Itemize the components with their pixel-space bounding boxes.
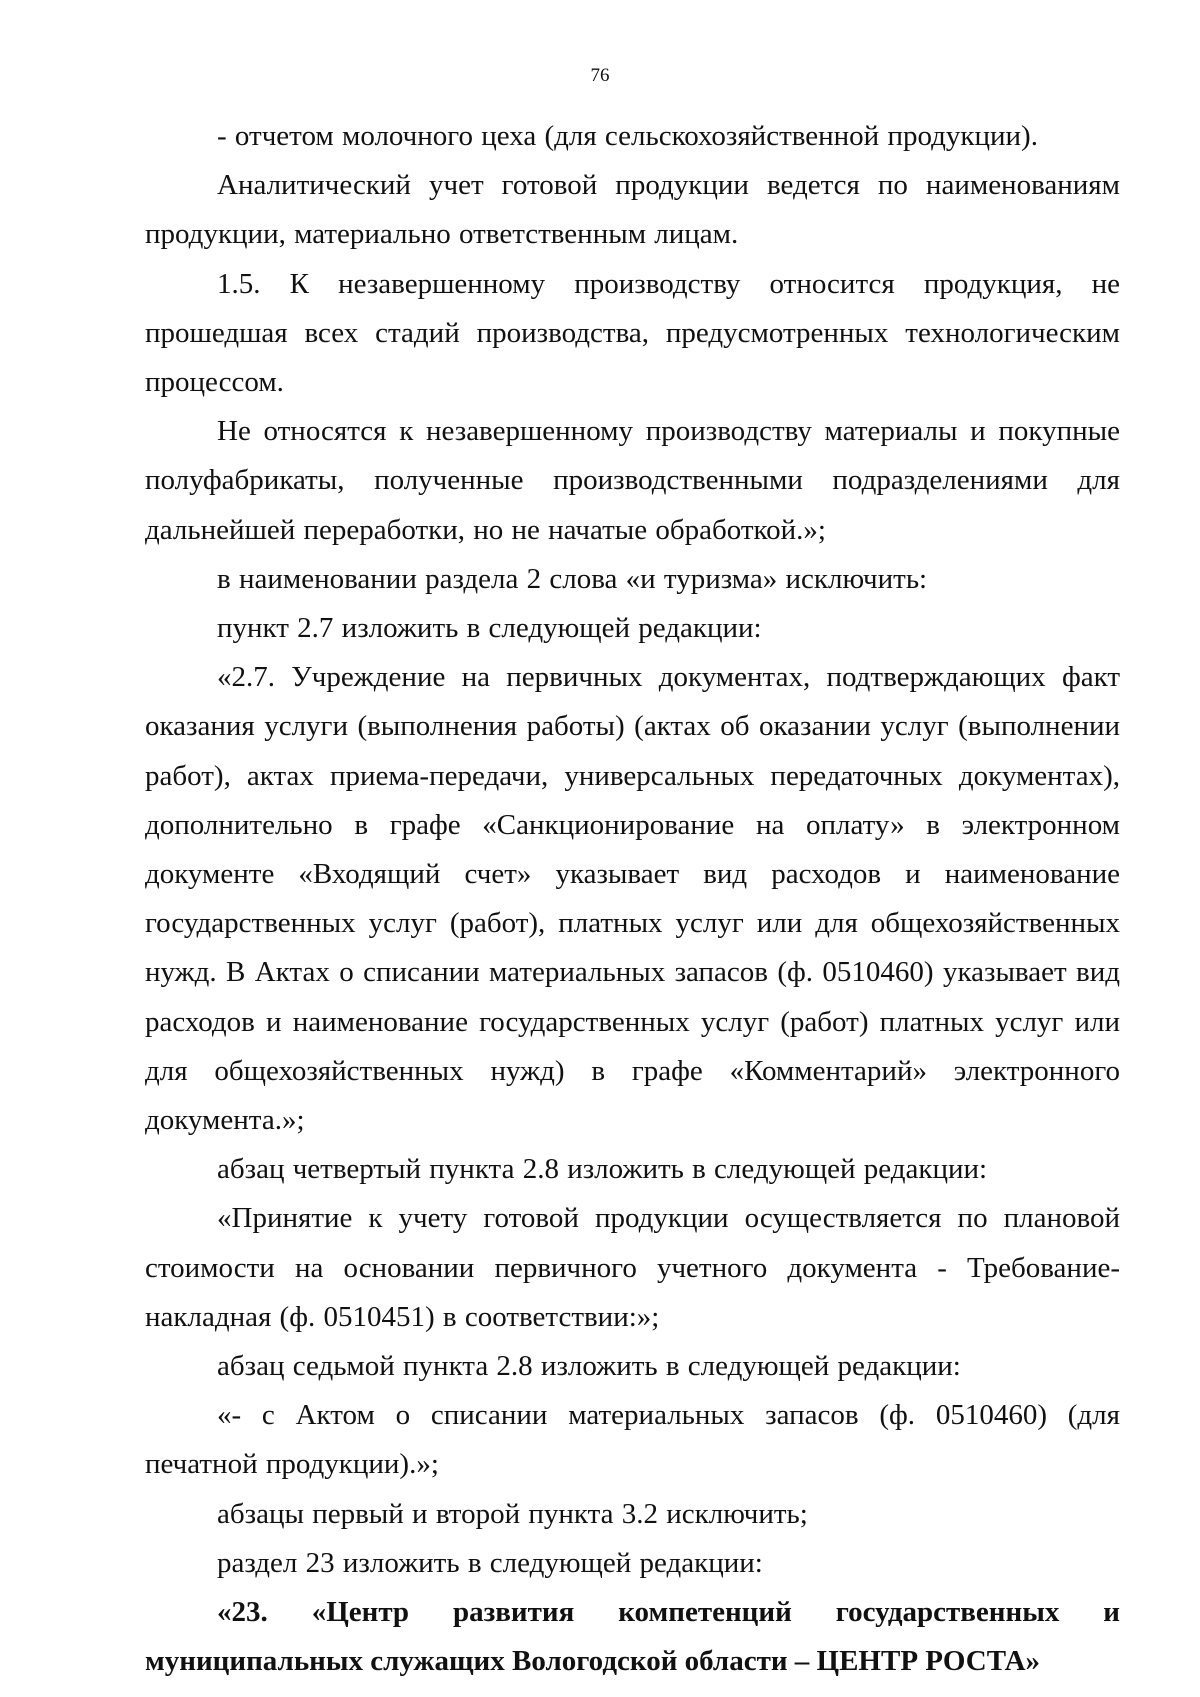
- section-23-heading-line2: муниципальных служащих Вологодской области – ЦЕНТР РОСТА»: [145, 1645, 1041, 1678]
- paragraph-analytic-accounting: Аналитический учет готовой продукции ведется по наименованиям продукции, материально ответственным лицам.: [145, 169, 1120, 251]
- paragraph-3-2: абзацы первый и второй пункта 3.2 исключить;: [217, 1497, 808, 1530]
- paragraph-section-2-title: в наименовании раздела 2 слова «и туризма» исключить:: [217, 562, 928, 595]
- paragraph-2-8-fourth: «Принятие к учету готовой продукции осуществляется по плановой стоимости на основании первичного учетного документа - Требование-накладная (ф. 0510451) в соответствии:»;: [145, 1202, 1120, 1333]
- paragraph-section-23-intro: раздел 23 изложить в следующей редакции:: [217, 1546, 763, 1579]
- paragraph-1-5: 1.5. К незавершенному производству относится продукция, не прошедшая всех стадий производства, предусмотренных технологическим процессом.: [145, 267, 1120, 399]
- document-body: [145, 112, 1120, 1687]
- section-23-heading: [145, 1588, 1120, 1686]
- paragraph-2-8-seventh: «- с Актом о списании материальных запасов (ф. 0510460) (для печатной продукции).»;: [145, 1399, 1120, 1481]
- paragraph-2-7: «2.7. Учреждение на первичных документах, подтверждающих факт оказания услуги (выполнения работы) (актах об оказании услуг (выполнении работ), актах приема-передачи, универсальных передаточных документах), дополнительно в графе «Санкционирование на оплату» в электронном документе «Входящий счет» указывает вид расходов и наименование государственных услуг (работ), платных услуг или для общехозяйственных нужд. В Актах о списании материальных запасов (ф. 0510460) указывает вид расходов и наименование государственных услуг (работ) платных услуг или для общехозяйственных нужд) в графе «Комментарий» электронного документа.»;: [145, 661, 1120, 1137]
- paragraph-not-wip: Не относятся к незавершенному производству материалы и покупные полуфабрикаты, полученные производственными подразделениями для дальнейшей переработки, но не начатые обработкой.»;: [145, 415, 1120, 546]
- paragraph-2-8-seventh-intro: абзац седьмой пункта 2.8 изложить в следующей редакции:: [217, 1350, 961, 1383]
- paragraph-point-2-7-intro: пункт 2.7 изложить в следующей редакции:: [217, 612, 762, 645]
- paragraph-2-8-fourth-intro: абзац четвертый пункта 2.8 изложить в следующей редакции:: [217, 1153, 988, 1186]
- section-23-heading-line1: «23. «Центр развития компетенций государственных и: [217, 1596, 1120, 1629]
- page-number: 76: [590, 65, 610, 86]
- paragraph-dairy-report: - отчетом молочного цеха (для сельскохозяйственной продукции).: [217, 120, 1038, 152]
